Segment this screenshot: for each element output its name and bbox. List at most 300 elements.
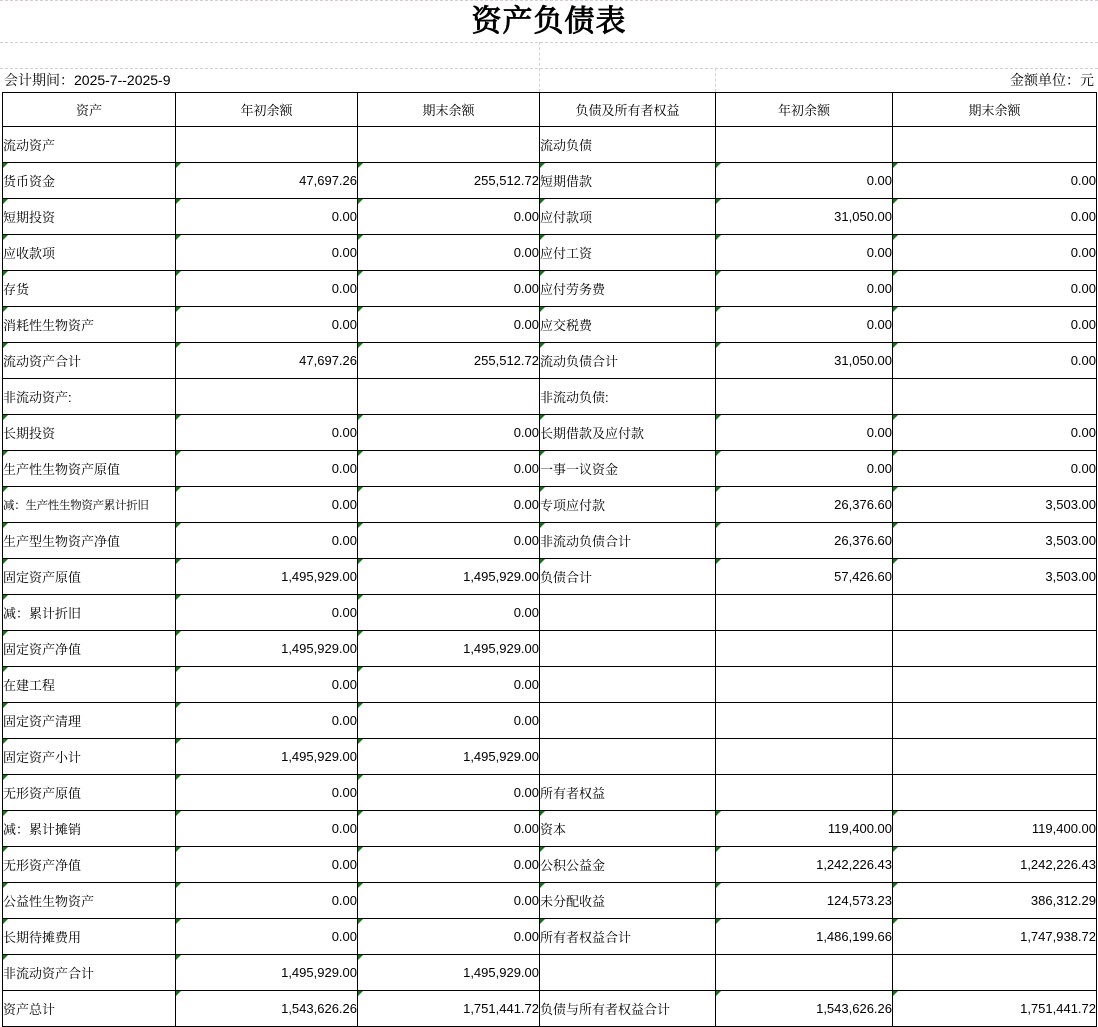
row-label-cell[interactable] (540, 451, 716, 487)
formula-indicator-icon (358, 487, 363, 492)
table-row (3, 775, 1097, 811)
table-row (3, 631, 1097, 667)
row-label-cell[interactable] (540, 307, 716, 343)
formula-indicator-icon (358, 775, 363, 780)
value-cell[interactable] (716, 307, 893, 343)
formula-indicator-icon (358, 991, 363, 996)
gridline (715, 68, 716, 92)
row-label: 负债合计 (540, 570, 593, 585)
value-cell[interactable] (716, 847, 893, 883)
value-cell[interactable] (893, 919, 1097, 955)
formula-indicator-icon (893, 811, 898, 816)
row-label: 固定资产净值 (3, 642, 82, 657)
row-label-cell[interactable] (3, 703, 176, 739)
value-cell[interactable] (358, 739, 540, 775)
row-label-cell[interactable] (540, 559, 716, 595)
row-label: 生产性生物资产原值 (3, 462, 121, 477)
row-label-cell[interactable] (540, 667, 716, 703)
value-cell[interactable] (893, 955, 1097, 991)
value-cell[interactable] (893, 739, 1097, 775)
cell-value: 57,426.60 (834, 569, 892, 584)
formula-indicator-icon (176, 775, 181, 780)
value-cell[interactable] (176, 991, 358, 1027)
value-cell[interactable] (358, 883, 540, 919)
value-cell[interactable] (716, 199, 893, 235)
cell-value: 3,503.00 (1045, 497, 1096, 512)
value-cell[interactable] (893, 703, 1097, 739)
value-cell[interactable] (358, 991, 540, 1027)
formula-indicator-icon (176, 271, 181, 276)
row-label-cell[interactable] (540, 739, 716, 775)
cell-value: 0.00 (866, 245, 892, 260)
row-label-cell[interactable] (3, 955, 176, 991)
value-cell[interactable] (358, 559, 540, 595)
value-cell[interactable] (716, 739, 893, 775)
column-header-ending-balance-right[interactable]: 期末余额 (893, 93, 1097, 127)
value-cell[interactable] (893, 595, 1097, 631)
value-cell[interactable] (358, 523, 540, 559)
value-cell[interactable] (176, 487, 358, 523)
column-header-assets[interactable]: 资产 (3, 93, 176, 127)
cell-value: 0.00 (1070, 281, 1096, 296)
value-cell[interactable] (358, 127, 540, 163)
row-label: 所有者权益合计 (540, 930, 632, 945)
value-cell[interactable] (358, 415, 540, 451)
row-label-cell[interactable] (3, 451, 176, 487)
value-cell[interactable] (716, 415, 893, 451)
formula-indicator-icon (176, 307, 181, 312)
formula-indicator-icon (540, 235, 545, 240)
row-label-cell[interactable] (540, 235, 716, 271)
row-label: 非流动资产合计 (3, 966, 95, 981)
value-cell[interactable] (176, 343, 358, 379)
formula-indicator-icon (358, 631, 363, 636)
table-row (3, 883, 1097, 919)
value-cell[interactable] (176, 883, 358, 919)
formula-indicator-icon (716, 235, 721, 240)
formula-indicator-icon (358, 163, 363, 168)
formula-indicator-icon (176, 163, 181, 168)
row-label-cell[interactable] (540, 271, 716, 307)
value-cell[interactable] (176, 955, 358, 991)
formula-indicator-icon (540, 199, 545, 204)
row-label-cell[interactable] (3, 595, 176, 631)
formula-indicator-icon (358, 739, 363, 744)
formula-indicator-icon (176, 703, 181, 708)
row-label-cell[interactable] (540, 703, 716, 739)
column-header-liabilities-equity[interactable]: 负债及所有者权益 (540, 93, 716, 127)
formula-indicator-icon (358, 703, 363, 708)
row-label: 存货 (3, 282, 30, 297)
value-cell[interactable] (893, 775, 1097, 811)
row-label: 流动负债 (540, 138, 593, 153)
cell-value: 31,050.00 (834, 209, 892, 224)
table-row (3, 559, 1097, 595)
value-cell[interactable] (893, 199, 1097, 235)
table-row (3, 379, 1097, 415)
formula-indicator-icon (540, 343, 545, 348)
value-cell[interactable] (358, 631, 540, 667)
value-cell[interactable] (358, 379, 540, 415)
cell-value: 1,495,929.00 (463, 965, 539, 980)
row-label: 非流动负债: (540, 390, 609, 405)
formula-indicator-icon (716, 199, 721, 204)
row-label-cell[interactable] (540, 379, 716, 415)
formula-indicator-icon (716, 883, 721, 888)
formula-indicator-icon (176, 523, 181, 528)
cell-value: 26,376.60 (834, 533, 892, 548)
value-cell[interactable] (716, 703, 893, 739)
cell-value: 0.00 (513, 425, 539, 440)
row-label-cell[interactable] (540, 415, 716, 451)
row-label-cell[interactable] (3, 919, 176, 955)
formula-indicator-icon (176, 595, 181, 600)
formula-indicator-icon (358, 919, 363, 924)
cell-value: 1,495,929.00 (281, 965, 357, 980)
row-label-cell[interactable] (3, 811, 176, 847)
cell-value: 0.00 (1070, 425, 1096, 440)
row-label-cell[interactable] (3, 343, 176, 379)
formula-indicator-icon (3, 199, 8, 204)
row-label-cell[interactable] (540, 199, 716, 235)
cell-value: 0.00 (513, 677, 539, 692)
formula-indicator-icon (3, 919, 8, 924)
value-cell[interactable] (893, 631, 1097, 667)
row-label: 应付款项 (540, 210, 593, 225)
formula-indicator-icon (3, 631, 8, 636)
row-label-cell[interactable] (540, 811, 716, 847)
formula-indicator-icon (716, 343, 721, 348)
cell-value: 0.00 (331, 785, 357, 800)
value-cell[interactable] (176, 163, 358, 199)
value-cell[interactable] (176, 811, 358, 847)
row-label-cell[interactable] (3, 847, 176, 883)
row-label-cell[interactable] (540, 991, 716, 1027)
row-label-cell[interactable] (540, 883, 716, 919)
formula-indicator-icon (358, 451, 363, 456)
column-header-beginning-balance-left[interactable]: 年初余额 (176, 93, 358, 127)
value-cell[interactable] (176, 739, 358, 775)
formula-indicator-icon (540, 307, 545, 312)
cell-value: 0.00 (513, 245, 539, 260)
formula-indicator-icon (893, 523, 898, 528)
row-label: 固定资产原值 (3, 570, 82, 585)
value-cell[interactable] (716, 523, 893, 559)
value-cell[interactable] (358, 163, 540, 199)
value-cell[interactable] (358, 271, 540, 307)
value-cell[interactable] (358, 307, 540, 343)
formula-indicator-icon (893, 991, 898, 996)
value-cell[interactable] (893, 559, 1097, 595)
value-cell[interactable] (893, 307, 1097, 343)
formula-indicator-icon (893, 271, 898, 276)
formula-indicator-icon (3, 343, 8, 348)
value-cell[interactable] (893, 991, 1097, 1027)
value-cell[interactable] (893, 379, 1097, 415)
value-cell[interactable] (716, 883, 893, 919)
accounting-period-label: 会计期间：2025-7--2025-9 (4, 72, 171, 88)
value-cell[interactable] (716, 379, 893, 415)
row-label-cell[interactable] (540, 343, 716, 379)
value-cell[interactable] (176, 775, 358, 811)
cell-value: 0.00 (513, 605, 539, 620)
value-cell[interactable] (176, 199, 358, 235)
formula-indicator-icon (176, 451, 181, 456)
row-label-cell[interactable] (3, 883, 176, 919)
value-cell[interactable] (358, 595, 540, 631)
value-cell[interactable] (716, 919, 893, 955)
formula-indicator-icon (893, 343, 898, 348)
value-cell[interactable] (893, 235, 1097, 271)
row-label-cell[interactable] (540, 775, 716, 811)
row-label-cell[interactable] (3, 523, 176, 559)
value-cell[interactable] (176, 271, 358, 307)
row-label-cell[interactable] (3, 199, 176, 235)
row-label: 公益性生物资产 (3, 894, 95, 909)
value-cell[interactable] (893, 487, 1097, 523)
value-cell[interactable] (176, 379, 358, 415)
cell-value: 0.00 (331, 605, 357, 620)
cell-value: 0.00 (866, 173, 892, 188)
formula-indicator-icon (358, 235, 363, 240)
formula-indicator-icon (176, 667, 181, 672)
formula-indicator-icon (176, 955, 181, 960)
value-cell[interactable] (716, 559, 893, 595)
table-row (3, 811, 1097, 847)
value-cell[interactable] (358, 235, 540, 271)
row-label-cell[interactable] (540, 955, 716, 991)
value-cell[interactable] (358, 847, 540, 883)
cell-value: 3,503.00 (1045, 569, 1096, 584)
value-cell[interactable] (176, 703, 358, 739)
value-cell[interactable] (176, 451, 358, 487)
value-cell[interactable] (716, 163, 893, 199)
value-cell[interactable] (893, 811, 1097, 847)
row-label-cell[interactable] (540, 487, 716, 523)
row-label-cell[interactable] (3, 379, 176, 415)
formula-indicator-icon (540, 487, 545, 492)
formula-indicator-icon (893, 559, 898, 564)
row-label-cell[interactable] (540, 919, 716, 955)
value-cell[interactable] (716, 631, 893, 667)
row-label-cell[interactable] (3, 559, 176, 595)
cell-value: 0.00 (331, 533, 357, 548)
formula-indicator-icon (176, 811, 181, 816)
value-cell[interactable] (176, 919, 358, 955)
cell-value: 0.00 (513, 857, 539, 872)
row-label-cell[interactable] (540, 163, 716, 199)
formula-indicator-icon (716, 847, 721, 852)
value-cell[interactable] (893, 523, 1097, 559)
value-cell[interactable] (358, 199, 540, 235)
value-cell[interactable] (893, 343, 1097, 379)
cell-value: 0.00 (513, 821, 539, 836)
row-label: 在建工程 (3, 678, 56, 693)
formula-indicator-icon (893, 919, 898, 924)
row-label-cell[interactable] (3, 271, 176, 307)
value-cell[interactable] (716, 451, 893, 487)
formula-indicator-icon (716, 415, 721, 420)
value-cell[interactable] (716, 487, 893, 523)
cell-value: 0.00 (513, 461, 539, 476)
formula-indicator-icon (3, 595, 8, 600)
table-row (3, 199, 1097, 235)
cell-value: 255,512.72 (473, 353, 539, 368)
value-cell[interactable] (716, 595, 893, 631)
row-label-cell[interactable] (3, 307, 176, 343)
row-label-cell[interactable] (540, 631, 716, 667)
value-cell[interactable] (358, 487, 540, 523)
cell-value: 0.00 (331, 893, 357, 908)
value-cell[interactable] (176, 235, 358, 271)
row-label-cell[interactable] (540, 847, 716, 883)
formula-indicator-icon (176, 559, 181, 564)
cell-value: 1,543,626.26 (281, 1001, 357, 1016)
row-label: 货币资金 (3, 174, 56, 189)
cell-value: 0.00 (513, 713, 539, 728)
row-label: 流动资产 (3, 138, 56, 153)
value-cell[interactable] (358, 775, 540, 811)
cell-value: 0.00 (513, 533, 539, 548)
value-cell[interactable] (176, 559, 358, 595)
value-cell[interactable] (716, 235, 893, 271)
formula-indicator-icon (3, 811, 8, 816)
formula-indicator-icon (716, 487, 721, 492)
row-label-cell[interactable] (540, 127, 716, 163)
value-cell[interactable] (716, 271, 893, 307)
formula-indicator-icon (3, 163, 8, 168)
row-label-cell[interactable] (3, 415, 176, 451)
cell-value: 1,751,441.72 (463, 1001, 539, 1016)
row-label-cell[interactable] (3, 775, 176, 811)
value-cell[interactable] (716, 811, 893, 847)
column-header-beginning-balance-right[interactable]: 年初余额 (716, 93, 893, 127)
value-cell[interactable] (716, 991, 893, 1027)
row-label: 消耗性生物资产 (3, 318, 95, 333)
formula-indicator-icon (3, 883, 8, 888)
cell-value: 1,495,929.00 (463, 569, 539, 584)
formula-indicator-icon (358, 343, 363, 348)
cell-value: 0.00 (866, 461, 892, 476)
row-label: 公积公益金 (540, 858, 606, 873)
value-cell[interactable] (893, 163, 1097, 199)
cell-value: 1,242,226.43 (1020, 857, 1096, 872)
formula-indicator-icon (3, 271, 8, 276)
row-label-cell[interactable] (3, 739, 176, 775)
table-row (3, 739, 1097, 775)
value-cell[interactable] (176, 307, 358, 343)
row-label-cell[interactable] (3, 127, 176, 163)
formula-indicator-icon (176, 919, 181, 924)
cell-value: 47,697.26 (299, 353, 357, 368)
value-cell[interactable] (358, 667, 540, 703)
value-cell[interactable] (716, 343, 893, 379)
value-cell[interactable] (358, 451, 540, 487)
formula-indicator-icon (893, 415, 898, 420)
row-label-cell[interactable] (540, 595, 716, 631)
formula-indicator-icon (358, 595, 363, 600)
table-row (3, 847, 1097, 883)
row-label-cell[interactable] (3, 163, 176, 199)
formula-indicator-icon (176, 847, 181, 852)
value-cell[interactable] (358, 919, 540, 955)
row-label-cell[interactable] (540, 523, 716, 559)
cell-value: 1,495,929.00 (281, 641, 357, 656)
cell-value: 0.00 (866, 317, 892, 332)
formula-indicator-icon (716, 919, 721, 924)
value-cell[interactable] (893, 271, 1097, 307)
row-label: 无形资产净值 (3, 858, 82, 873)
cell-value: 0.00 (513, 209, 539, 224)
table-row (3, 235, 1097, 271)
formula-indicator-icon (3, 667, 8, 672)
value-cell[interactable] (358, 703, 540, 739)
value-cell[interactable] (716, 955, 893, 991)
cell-value: 0.00 (331, 425, 357, 440)
cell-value: 0.00 (331, 461, 357, 476)
value-cell[interactable] (176, 595, 358, 631)
cell-value: 0.00 (513, 317, 539, 332)
value-cell[interactable] (893, 451, 1097, 487)
row-label: 应付劳务费 (540, 282, 606, 297)
cell-value: 31,050.00 (834, 353, 892, 368)
value-cell[interactable] (176, 847, 358, 883)
column-header-ending-balance-left[interactable]: 期末余额 (358, 93, 540, 127)
gridline (539, 42, 540, 92)
formula-indicator-icon (716, 559, 721, 564)
formula-indicator-icon (358, 559, 363, 564)
value-cell[interactable] (176, 523, 358, 559)
value-cell[interactable] (893, 883, 1097, 919)
formula-indicator-icon (893, 235, 898, 240)
value-cell[interactable] (716, 775, 893, 811)
value-cell[interactable] (893, 127, 1097, 163)
value-cell[interactable] (358, 811, 540, 847)
formula-indicator-icon (893, 883, 898, 888)
formula-indicator-icon (540, 847, 545, 852)
value-cell[interactable] (358, 343, 540, 379)
cell-value: 0.00 (513, 893, 539, 908)
formula-indicator-icon (3, 415, 8, 420)
cell-value: 0.00 (1070, 317, 1096, 332)
value-cell[interactable] (716, 127, 893, 163)
value-cell[interactable] (176, 667, 358, 703)
row-label-cell[interactable] (3, 235, 176, 271)
amount-unit-label: 金额单位：元 (1010, 72, 1094, 88)
cell-value: 119,400.00 (1031, 821, 1096, 836)
row-label-cell[interactable] (3, 667, 176, 703)
formula-indicator-icon (358, 415, 363, 420)
formula-indicator-icon (893, 199, 898, 204)
value-cell[interactable] (358, 955, 540, 991)
value-cell[interactable] (893, 667, 1097, 703)
value-cell[interactable] (176, 631, 358, 667)
value-cell[interactable] (893, 415, 1097, 451)
page-title: 资产负债表 (471, 5, 627, 38)
value-cell[interactable] (716, 667, 893, 703)
row-label-cell[interactable] (3, 487, 176, 523)
row-label-cell[interactable] (3, 631, 176, 667)
row-label-cell[interactable] (3, 991, 176, 1027)
value-cell[interactable] (176, 415, 358, 451)
value-cell[interactable] (176, 127, 358, 163)
cell-value: 3,503.00 (1045, 533, 1096, 548)
formula-indicator-icon (540, 559, 545, 564)
value-cell[interactable] (893, 847, 1097, 883)
formula-indicator-icon (358, 955, 363, 960)
formula-indicator-icon (540, 163, 545, 168)
table-row (3, 487, 1097, 523)
